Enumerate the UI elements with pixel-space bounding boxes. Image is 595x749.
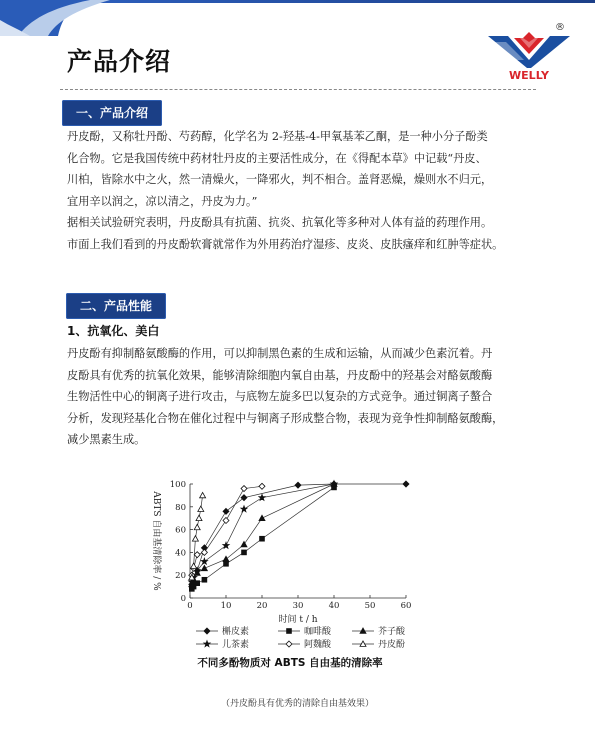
legend-label: 阿魏酸 [304,640,332,650]
data-point [194,552,200,558]
performance-line: 减少黑素生成。 [67,433,146,446]
data-point [201,558,207,564]
intro-line: 川柏，皆除水中之火，然一清燥火，一降邪火，判不相合。盖肾恶燥，燥则水不归元， [67,173,493,186]
data-point [242,550,247,555]
x-tick-label: 30 [292,601,304,611]
data-point [223,517,229,523]
y-tick-label: 80 [175,502,186,513]
registered-mark: ® [555,22,565,33]
abts-scavenging-chart [140,470,460,692]
data-point [192,536,198,541]
data-point [403,481,409,487]
data-point [191,563,197,568]
chart-caption: （丹皮酚具有优秀的清除自由基效果） [220,699,374,709]
data-point [223,556,229,561]
data-point [241,495,247,501]
intro-line: 丹皮酚，又称牡丹酚、芍药醇，化学名为 2-羟基-4-甲氧基苯乙酮，是一种小分子酚类 [67,130,488,143]
data-point [260,536,265,541]
performance-line: 分析，发现羟基化合物在催化过程中与铜离子形成整合物，表现为竞争性抑制酪氨酸酶， [67,411,504,425]
series-line [192,484,406,584]
y-tick-label: 100 [169,480,186,490]
performance-line: 皮酚具有优秀的抗氧化效果，能够清除细胞内氧自由基，丹皮酚中的羟基会对酪氨酸酶 [67,368,493,382]
data-point [201,565,207,570]
header-divider [60,89,536,90]
section-tab-performance: 二、产品性能 [66,293,166,319]
legend-marker [286,641,292,647]
performance-paragraph [67,343,531,451]
y-tick-label: 20 [175,571,186,582]
data-point [224,561,229,566]
y-tick-label: 0 [180,594,186,604]
section-tab-intro: 一、产品介绍 [62,100,162,126]
data-point [295,482,301,488]
legend-label: 咖啡酸 [304,627,332,637]
x-tick-label: 0 [187,601,193,611]
data-point [223,508,229,514]
legend-label: 芥子酸 [378,627,406,637]
x-tick-label: 20 [256,601,268,611]
x-tick-label: 40 [328,601,340,611]
legend-label: 槲皮素 [222,627,250,637]
legend-marker [287,629,292,634]
legend-label: 儿茶素 [222,640,250,650]
y-tick-label: 40 [175,548,186,559]
data-point [241,541,247,546]
legend-label: 丹皮酚 [378,640,406,650]
intro-line: 化合物。它是我国传统中药材牡丹皮的主要活性成分，在《得配本草》中记载“丹皮、 [67,151,487,165]
brand-text: WELLY [509,69,549,80]
intro-line: 市面上我们看到的丹皮酚软膏就常作为外用药治疗湿疹、皮炎、皮肤瘙痒和红肿等症状。 [67,237,504,251]
page-title: 产品介绍 [67,47,172,76]
chart-title: 不同多酚物质对 ABTS 自由基的清除率 [197,657,383,669]
y-axis-label: ABTS 自由基清除率 / % [151,491,161,591]
data-point [200,492,206,497]
data-point [194,524,200,529]
x-tick-label: 60 [400,601,412,611]
legend-marker [204,641,210,647]
intro-line: 宜用辛以润之，凉以清之，丹皮为力。” [67,194,258,208]
performance-line: 丹皮酚有抑制酪氨酸酶的作用，可以抑制黑色素的生成和运输，从而减少色素沉着。丹 [67,347,493,360]
y-tick-label: 60 [175,525,186,536]
data-point [198,506,204,511]
data-point [259,515,265,520]
legend-marker [204,628,210,634]
x-tick-label: 50 [364,601,376,611]
x-tick-label: 10 [220,601,232,611]
data-point [259,483,265,489]
data-point [241,506,247,512]
x-axis-label: 时间 t / h [278,615,318,625]
data-point [196,515,202,520]
data-point [241,486,247,492]
data-point [202,577,207,582]
performance-line: 生物活性中心的铜离子进行攻击，与底物左旋多巴以复杂的方式竞争。通过铜离子螯合 [67,390,493,403]
intro-line: 据相关试验研究表明，丹皮酚具有抗菌、抗炎、抗氧化等多种对人体有益的药理作用。 [67,216,493,229]
intro-paragraph [67,126,531,255]
subheading-antioxidant: 1、抗氧化、美白 [67,324,160,338]
welly-logo [484,24,574,80]
